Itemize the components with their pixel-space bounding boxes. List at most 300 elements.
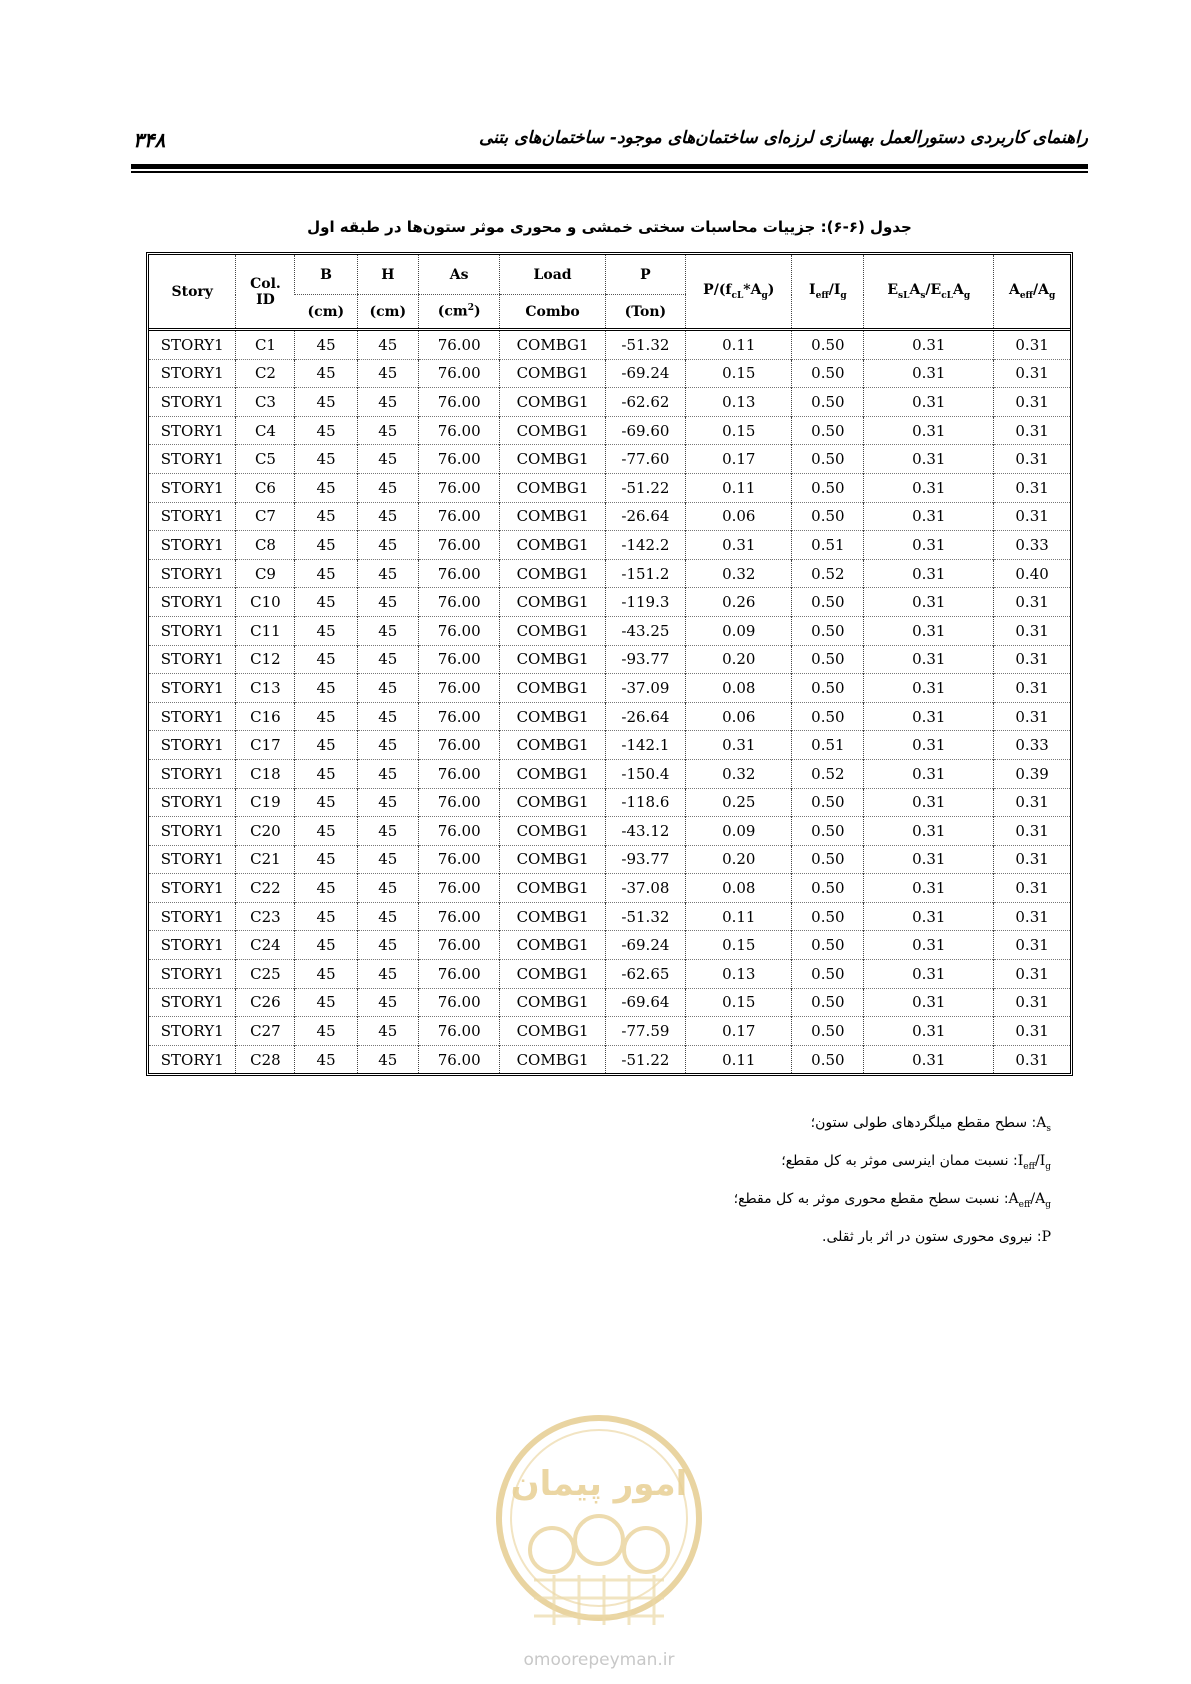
cell-h: 45 <box>357 416 418 445</box>
cell-h: 45 <box>357 931 418 960</box>
cell-steel-ratio: 0.31 <box>864 902 994 931</box>
cell-col-id: C16 <box>236 702 295 731</box>
watermark-logo <box>474 1400 724 1650</box>
cell-load-combo: COMBG1 <box>500 559 605 588</box>
cell-as: 76.00 <box>418 616 500 645</box>
cell-aeff-ratio: 0.31 <box>994 1017 1070 1046</box>
table-row <box>149 702 1070 731</box>
cell-col-id: C22 <box>236 874 295 903</box>
header-col-id <box>236 255 295 330</box>
header-axial-ratio: $P/(f_{cL}*A_g)$ <box>686 255 792 330</box>
header-p: P <box>605 255 686 295</box>
cell-as: 76.00 <box>418 759 500 788</box>
cell-b: 45 <box>295 416 357 445</box>
cell-p: -51.32 <box>605 902 686 931</box>
cell-as: 76.00 <box>418 845 500 874</box>
cell-ieff-ratio: 0.50 <box>792 845 864 874</box>
cell-as: 76.00 <box>418 645 500 674</box>
cell-load-combo: COMBG1 <box>500 702 605 731</box>
cell-h: 45 <box>357 588 418 617</box>
cell-ieff-ratio: 0.50 <box>792 359 864 388</box>
cell-axial-ratio: 0.20 <box>686 845 792 874</box>
cell-ieff-ratio: 0.50 <box>792 330 864 360</box>
cell-col-id: C5 <box>236 445 295 474</box>
cell-axial-ratio: 0.17 <box>686 1017 792 1046</box>
cell-axial-ratio: 0.32 <box>686 559 792 588</box>
cell-col-id: C17 <box>236 731 295 760</box>
cell-b: 45 <box>295 616 357 645</box>
cell-story: STORY1 <box>149 988 236 1017</box>
cell-axial-ratio: 0.26 <box>686 588 792 617</box>
cell-col-id: C24 <box>236 931 295 960</box>
table-caption: جدول (۶-۶): جزییات محاسبات سختی خمشی و محوری موثر ستون‌ها در طبقه اول <box>307 218 912 236</box>
watermark-seal-icon <box>474 1400 724 1650</box>
table-body <box>149 330 1070 1074</box>
cell-b: 45 <box>295 531 357 560</box>
cell-b: 45 <box>295 988 357 1017</box>
cell-ieff-ratio: 0.50 <box>792 960 864 989</box>
cell-as: 76.00 <box>418 502 500 531</box>
cell-h: 45 <box>357 559 418 588</box>
cell-axial-ratio: 0.15 <box>686 931 792 960</box>
cell-as: 76.00 <box>418 588 500 617</box>
table-row <box>149 388 1070 417</box>
cell-h: 45 <box>357 960 418 989</box>
cell-aeff-ratio: 0.31 <box>994 931 1070 960</box>
cell-load-combo: COMBG1 <box>500 616 605 645</box>
cell-ieff-ratio: 0.50 <box>792 902 864 931</box>
cell-ieff-ratio: 0.50 <box>792 416 864 445</box>
cell-p: -69.24 <box>605 359 686 388</box>
cell-h: 45 <box>357 845 418 874</box>
cell-ieff-ratio: 0.51 <box>792 531 864 560</box>
table-row <box>149 817 1070 846</box>
cell-aeff-ratio: 0.31 <box>994 445 1070 474</box>
cell-ieff-ratio: 0.50 <box>792 388 864 417</box>
cell-steel-ratio: 0.31 <box>864 388 994 417</box>
cell-ieff-ratio: 0.50 <box>792 1017 864 1046</box>
cell-axial-ratio: 0.32 <box>686 759 792 788</box>
cell-story: STORY1 <box>149 874 236 903</box>
cell-ieff-ratio: 0.50 <box>792 931 864 960</box>
cell-as: 76.00 <box>418 1045 500 1073</box>
cell-h: 45 <box>357 502 418 531</box>
cell-aeff-ratio: 0.31 <box>994 788 1070 817</box>
cell-story: STORY1 <box>149 817 236 846</box>
cell-story: STORY1 <box>149 788 236 817</box>
cell-steel-ratio: 0.31 <box>864 759 994 788</box>
cell-as: 76.00 <box>418 931 500 960</box>
cell-steel-ratio: 0.31 <box>864 674 994 703</box>
cell-h: 45 <box>357 645 418 674</box>
table-row <box>149 788 1070 817</box>
cell-aeff-ratio: 0.31 <box>994 416 1070 445</box>
cell-p: -37.09 <box>605 674 686 703</box>
cell-load-combo: COMBG1 <box>500 531 605 560</box>
cell-col-id: C21 <box>236 845 295 874</box>
cell-load-combo: COMBG1 <box>500 359 605 388</box>
cell-axial-ratio: 0.11 <box>686 330 792 360</box>
header-story: Story <box>149 255 236 330</box>
cell-load-combo: COMBG1 <box>500 845 605 874</box>
cell-h: 45 <box>357 330 418 360</box>
cell-p: -77.60 <box>605 445 686 474</box>
cell-b: 45 <box>295 502 357 531</box>
cell-load-combo: COMBG1 <box>500 874 605 903</box>
cell-story: STORY1 <box>149 388 236 417</box>
cell-axial-ratio: 0.13 <box>686 388 792 417</box>
cell-h: 45 <box>357 702 418 731</box>
cell-load-combo: COMBG1 <box>500 759 605 788</box>
cell-aeff-ratio: 0.31 <box>994 845 1070 874</box>
cell-p: -26.64 <box>605 702 686 731</box>
cell-steel-ratio: 0.31 <box>864 1017 994 1046</box>
cell-p: -62.65 <box>605 960 686 989</box>
header-load: Load <box>500 255 605 295</box>
cell-ieff-ratio: 0.50 <box>792 874 864 903</box>
cell-load-combo: COMBG1 <box>500 330 605 360</box>
cell-load-combo: COMBG1 <box>500 674 605 703</box>
cell-col-id: C7 <box>236 502 295 531</box>
cell-col-id: C10 <box>236 588 295 617</box>
cell-ieff-ratio: 0.52 <box>792 559 864 588</box>
cell-col-id: C26 <box>236 988 295 1017</box>
cell-p: -69.24 <box>605 931 686 960</box>
cell-as: 76.00 <box>418 874 500 903</box>
table-row <box>149 674 1070 703</box>
cell-b: 45 <box>295 1045 357 1073</box>
cell-story: STORY1 <box>149 931 236 960</box>
cell-steel-ratio: 0.31 <box>864 588 994 617</box>
header-col-id-line1: Col. <box>250 275 281 292</box>
cell-b: 45 <box>295 388 357 417</box>
cell-p: -150.4 <box>605 759 686 788</box>
cell-b: 45 <box>295 473 357 502</box>
table-row <box>149 960 1070 989</box>
cell-b: 45 <box>295 674 357 703</box>
cell-as: 76.00 <box>418 531 500 560</box>
cell-axial-ratio: 0.15 <box>686 988 792 1017</box>
cell-story: STORY1 <box>149 531 236 560</box>
header-col-id-line2: ID <box>256 291 275 308</box>
cell-as: 76.00 <box>418 731 500 760</box>
table-row <box>149 416 1070 445</box>
cell-h: 45 <box>357 531 418 560</box>
cell-axial-ratio: 0.20 <box>686 645 792 674</box>
cell-steel-ratio: 0.31 <box>864 645 994 674</box>
cell-aeff-ratio: 0.31 <box>994 988 1070 1017</box>
cell-steel-ratio: 0.31 <box>864 788 994 817</box>
cell-axial-ratio: 0.17 <box>686 445 792 474</box>
cell-axial-ratio: 0.08 <box>686 674 792 703</box>
unit-load: Combo <box>500 295 605 330</box>
cell-ieff-ratio: 0.50 <box>792 445 864 474</box>
cell-story: STORY1 <box>149 645 236 674</box>
table-row <box>149 531 1070 560</box>
cell-h: 45 <box>357 388 418 417</box>
cell-h: 45 <box>357 445 418 474</box>
cell-steel-ratio: 0.31 <box>864 874 994 903</box>
unit-p: (Ton) <box>605 295 686 330</box>
cell-ieff-ratio: 0.50 <box>792 473 864 502</box>
table-header-row <box>149 255 1070 295</box>
cell-story: STORY1 <box>149 559 236 588</box>
cell-col-id: C8 <box>236 531 295 560</box>
cell-story: STORY1 <box>149 674 236 703</box>
page-header <box>131 128 1088 154</box>
cell-aeff-ratio: 0.31 <box>994 588 1070 617</box>
cell-b: 45 <box>295 902 357 931</box>
unit-as: $(cm^2)$ <box>418 295 500 330</box>
cell-steel-ratio: 0.31 <box>864 359 994 388</box>
cell-as: 76.00 <box>418 445 500 474</box>
cell-aeff-ratio: 0.31 <box>994 388 1070 417</box>
cell-axial-ratio: 0.06 <box>686 702 792 731</box>
header-ieff-ratio: $I_{eff}/I_g$ <box>792 255 864 330</box>
cell-p: -43.25 <box>605 616 686 645</box>
cell-steel-ratio: 0.31 <box>864 473 994 502</box>
cell-col-id: C3 <box>236 388 295 417</box>
cell-steel-ratio: 0.31 <box>864 931 994 960</box>
cell-aeff-ratio: 0.31 <box>994 473 1070 502</box>
header-as: As <box>418 255 500 295</box>
cell-p: -26.64 <box>605 502 686 531</box>
cell-story: STORY1 <box>149 359 236 388</box>
header-b: B <box>295 255 357 295</box>
cell-aeff-ratio: 0.39 <box>994 759 1070 788</box>
cell-col-id: C13 <box>236 674 295 703</box>
cell-ieff-ratio: 0.50 <box>792 1045 864 1073</box>
cell-b: 45 <box>295 759 357 788</box>
table-row <box>149 502 1070 531</box>
cell-load-combo: COMBG1 <box>500 931 605 960</box>
cell-ieff-ratio: 0.50 <box>792 588 864 617</box>
cell-load-combo: COMBG1 <box>500 960 605 989</box>
cell-load-combo: COMBG1 <box>500 902 605 931</box>
table-row <box>149 931 1070 960</box>
table-row <box>149 988 1070 1017</box>
cell-col-id: C4 <box>236 416 295 445</box>
cell-as: 76.00 <box>418 359 500 388</box>
cell-load-combo: COMBG1 <box>500 588 605 617</box>
cell-aeff-ratio: 0.31 <box>994 616 1070 645</box>
page-number: ۳۴۸ <box>133 128 166 152</box>
cell-axial-ratio: 0.13 <box>686 960 792 989</box>
cell-col-id: C23 <box>236 902 295 931</box>
cell-as: 76.00 <box>418 817 500 846</box>
running-header-title: راهنمای کاربردی دستورالعمل بهسازی لرزه‌ای ساختمان‌های موجود- ساختمان‌های بتنی <box>478 128 1088 148</box>
cell-ieff-ratio: 0.50 <box>792 702 864 731</box>
cell-aeff-ratio: 0.40 <box>994 559 1070 588</box>
unit-h: (cm) <box>357 295 418 330</box>
cell-axial-ratio: 0.08 <box>686 874 792 903</box>
cell-story: STORY1 <box>149 960 236 989</box>
cell-b: 45 <box>295 731 357 760</box>
cell-steel-ratio: 0.31 <box>864 616 994 645</box>
cell-steel-ratio: 0.31 <box>864 416 994 445</box>
cell-axial-ratio: 0.06 <box>686 502 792 531</box>
cell-load-combo: COMBG1 <box>500 988 605 1017</box>
cell-h: 45 <box>357 359 418 388</box>
header-steel-ratio: $E_{sL}A_s/E_{cL}A_g$ <box>864 255 994 330</box>
cell-load-combo: COMBG1 <box>500 788 605 817</box>
cell-col-id: C12 <box>236 645 295 674</box>
cell-p: -43.12 <box>605 817 686 846</box>
cell-as: 76.00 <box>418 988 500 1017</box>
table-row <box>149 330 1070 360</box>
cell-axial-ratio: 0.11 <box>686 1045 792 1073</box>
cell-ieff-ratio: 0.52 <box>792 759 864 788</box>
cell-b: 45 <box>295 845 357 874</box>
cell-ieff-ratio: 0.50 <box>792 788 864 817</box>
cell-aeff-ratio: 0.31 <box>994 359 1070 388</box>
cell-axial-ratio: 0.09 <box>686 616 792 645</box>
cell-b: 45 <box>295 445 357 474</box>
header-rule-thin <box>131 171 1088 173</box>
cell-axial-ratio: 0.15 <box>686 359 792 388</box>
cell-p: -69.60 <box>605 416 686 445</box>
notes <box>734 1112 1051 1264</box>
cell-aeff-ratio: 0.31 <box>994 502 1070 531</box>
cell-ieff-ratio: 0.50 <box>792 817 864 846</box>
cell-aeff-ratio: 0.31 <box>994 330 1070 360</box>
cell-p: -142.2 <box>605 531 686 560</box>
cell-p: -93.77 <box>605 645 686 674</box>
cell-ieff-ratio: 0.50 <box>792 674 864 703</box>
header-rule-thick <box>131 164 1088 169</box>
watermark-url: omoorepeyman.ir <box>523 1650 675 1670</box>
cell-story: STORY1 <box>149 902 236 931</box>
cell-p: -119.3 <box>605 588 686 617</box>
cell-axial-ratio: 0.11 <box>686 473 792 502</box>
cell-load-combo: COMBG1 <box>500 445 605 474</box>
table-row <box>149 559 1070 588</box>
cell-b: 45 <box>295 788 357 817</box>
cell-aeff-ratio: 0.31 <box>994 817 1070 846</box>
cell-ieff-ratio: 0.50 <box>792 645 864 674</box>
cell-aeff-ratio: 0.31 <box>994 1045 1070 1073</box>
cell-p: -62.62 <box>605 388 686 417</box>
cell-ieff-ratio: 0.50 <box>792 988 864 1017</box>
cell-h: 45 <box>357 902 418 931</box>
cell-h: 45 <box>357 731 418 760</box>
cell-story: STORY1 <box>149 1017 236 1046</box>
cell-h: 45 <box>357 473 418 502</box>
table-row <box>149 902 1070 931</box>
cell-p: -151.2 <box>605 559 686 588</box>
table-row <box>149 874 1070 903</box>
cell-p: -93.77 <box>605 845 686 874</box>
cell-aeff-ratio: 0.31 <box>994 674 1070 703</box>
cell-steel-ratio: 0.31 <box>864 731 994 760</box>
cell-aeff-ratio: 0.31 <box>994 902 1070 931</box>
table-row <box>149 616 1070 645</box>
cell-aeff-ratio: 0.33 <box>994 531 1070 560</box>
cell-load-combo: COMBG1 <box>500 388 605 417</box>
cell-steel-ratio: 0.31 <box>864 817 994 846</box>
cell-as: 76.00 <box>418 1017 500 1046</box>
cell-steel-ratio: 0.31 <box>864 960 994 989</box>
cell-load-combo: COMBG1 <box>500 731 605 760</box>
cell-p: -51.32 <box>605 330 686 360</box>
cell-load-combo: COMBG1 <box>500 1017 605 1046</box>
cell-axial-ratio: 0.25 <box>686 788 792 817</box>
cell-aeff-ratio: 0.31 <box>994 645 1070 674</box>
stiffness-table <box>146 252 1073 1076</box>
cell-h: 45 <box>357 616 418 645</box>
cell-p: -51.22 <box>605 473 686 502</box>
cell-b: 45 <box>295 1017 357 1046</box>
cell-aeff-ratio: 0.31 <box>994 702 1070 731</box>
cell-axial-ratio: 0.31 <box>686 731 792 760</box>
cell-story: STORY1 <box>149 731 236 760</box>
table-row <box>149 759 1070 788</box>
cell-p: -77.59 <box>605 1017 686 1046</box>
table-row <box>149 359 1070 388</box>
cell-col-id: C11 <box>236 616 295 645</box>
table-row <box>149 473 1070 502</box>
cell-h: 45 <box>357 1017 418 1046</box>
cell-col-id: C18 <box>236 759 295 788</box>
cell-load-combo: COMBG1 <box>500 502 605 531</box>
cell-h: 45 <box>357 874 418 903</box>
cell-story: STORY1 <box>149 845 236 874</box>
table-row <box>149 845 1070 874</box>
cell-b: 45 <box>295 702 357 731</box>
cell-steel-ratio: 0.31 <box>864 531 994 560</box>
cell-b: 45 <box>295 559 357 588</box>
cell-col-id: C25 <box>236 960 295 989</box>
unit-b: (cm) <box>295 295 357 330</box>
cell-as: 76.00 <box>418 788 500 817</box>
cell-story: STORY1 <box>149 473 236 502</box>
cell-as: 76.00 <box>418 330 500 360</box>
cell-as: 76.00 <box>418 960 500 989</box>
table-row <box>149 1045 1070 1073</box>
cell-load-combo: COMBG1 <box>500 817 605 846</box>
cell-b: 45 <box>295 931 357 960</box>
cell-aeff-ratio: 0.31 <box>994 960 1070 989</box>
cell-ieff-ratio: 0.50 <box>792 502 864 531</box>
cell-load-combo: COMBG1 <box>500 1045 605 1073</box>
cell-story: STORY1 <box>149 702 236 731</box>
note-p: P: نیروی محوری ستون در اثر بار ثقلی. <box>822 1229 1051 1245</box>
cell-story: STORY1 <box>149 588 236 617</box>
table-row <box>149 731 1070 760</box>
cell-as: 76.00 <box>418 388 500 417</box>
cell-steel-ratio: 0.31 <box>864 445 994 474</box>
cell-h: 45 <box>357 788 418 817</box>
cell-as: 76.00 <box>418 559 500 588</box>
table-row <box>149 645 1070 674</box>
table-row <box>149 588 1070 617</box>
cell-col-id: C1 <box>236 330 295 360</box>
cell-steel-ratio: 0.31 <box>864 559 994 588</box>
cell-story: STORY1 <box>149 416 236 445</box>
cell-b: 45 <box>295 359 357 388</box>
cell-steel-ratio: 0.31 <box>864 502 994 531</box>
cell-story: STORY1 <box>149 759 236 788</box>
table-row <box>149 445 1070 474</box>
cell-col-id: C20 <box>236 817 295 846</box>
cell-load-combo: COMBG1 <box>500 473 605 502</box>
cell-h: 45 <box>357 759 418 788</box>
cell-axial-ratio: 0.15 <box>686 416 792 445</box>
cell-as: 76.00 <box>418 902 500 931</box>
table-row <box>149 1017 1070 1046</box>
cell-steel-ratio: 0.31 <box>864 988 994 1017</box>
cell-aeff-ratio: 0.31 <box>994 874 1070 903</box>
